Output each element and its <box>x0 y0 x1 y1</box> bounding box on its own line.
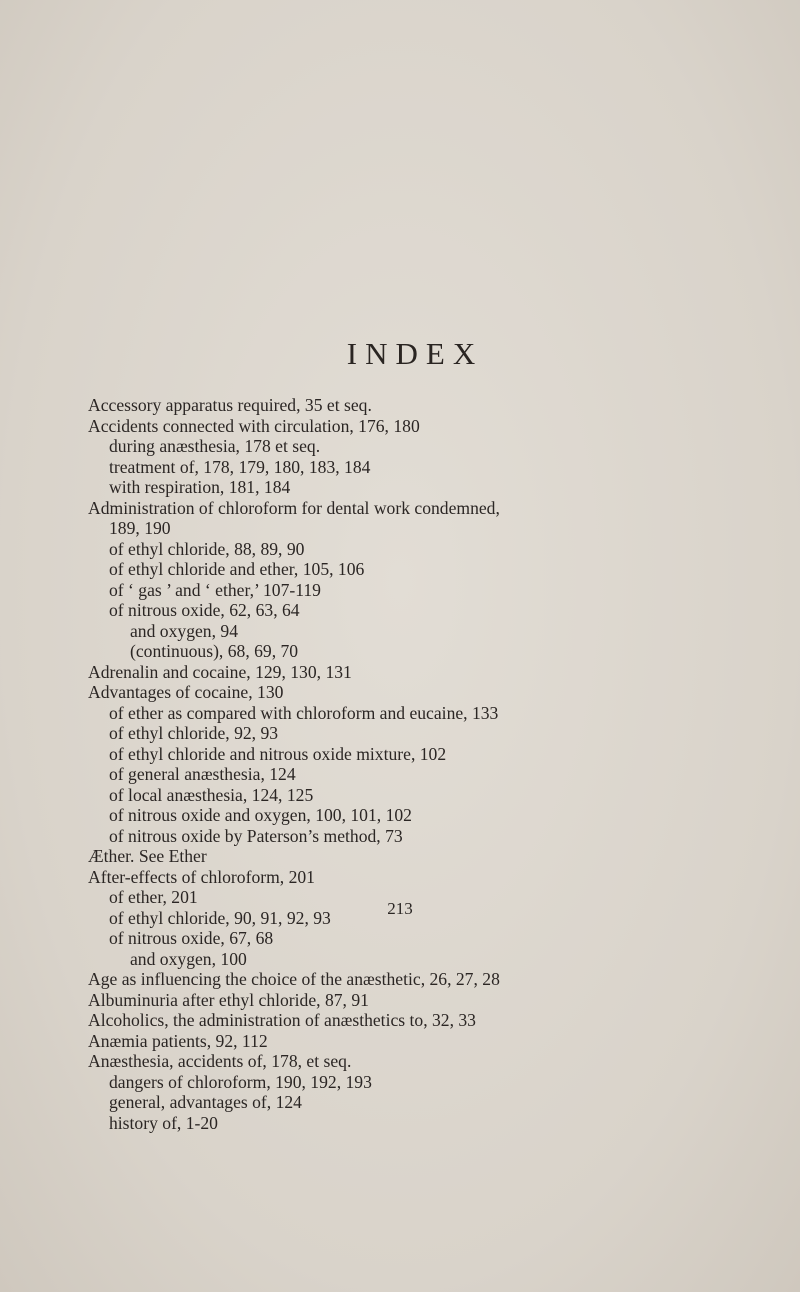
index-subentry: of ethyl chloride, 92, 93 <box>109 723 279 743</box>
index-subentry: during anæsthesia, 178 et seq. <box>109 436 321 456</box>
index-subentry: of ethyl chloride, 90, 91, 92, 93 <box>109 907 331 928</box>
index-subentry: general, advantages of, 124 <box>109 1092 302 1112</box>
index-subentry: dangers of chloroform, 190, 192, 193 <box>109 1071 372 1092</box>
index-entry: Accidents connected with circulation, 176, 180 <box>88 415 420 436</box>
index-entry: Æther. See Ether <box>88 846 207 866</box>
index-subentry: with respiration, 181, 184 <box>109 477 291 497</box>
index-subentry: history of, 1-20 <box>109 1112 218 1133</box>
index-subentry: of ‘ gas ’ and ‘ ether,’ 107-119 <box>109 579 321 600</box>
index-entries <box>88 395 794 1133</box>
index-entry: Adrenalin and cocaine, 129, 130, 131 <box>88 661 352 682</box>
index-entry: Anæsthesia, accidents of, 178, et seq. <box>88 1051 352 1071</box>
index-subentry: of ethyl chloride and nitrous oxide mixture, 102 <box>109 743 447 764</box>
index-entry: Age as influencing the choice of the anæsthetic, 26, 27, 28 <box>88 969 500 989</box>
page-number: 213 <box>387 899 413 918</box>
index-subentry: of ethyl chloride and ether, 105, 106 <box>109 559 365 579</box>
index-subentry: of nitrous oxide by Paterson’s method, 73 <box>109 825 403 846</box>
index-subentry: of local anæsthesia, 124, 125 <box>109 784 314 805</box>
index-subentry: treatment of, 178, 179, 180, 183, 184 <box>109 456 371 477</box>
index-subsubentry: and oxygen, 94 <box>130 620 238 641</box>
index-entry: Accessory apparatus required, 35 et seq. <box>88 395 372 415</box>
index-subentry: of nitrous oxide, 62, 63, 64 <box>109 600 300 620</box>
index-subsubentry: (continuous), 68, 69, 70 <box>130 641 299 661</box>
index-entry: Administration of chloroform for dental work condemned, <box>88 497 500 518</box>
index-entry: After-effects of chloroform, 201 <box>88 866 315 887</box>
index-entry: Advantages of cocaine, 130 <box>88 682 284 702</box>
index-subentry: of ether, 201 <box>109 887 198 907</box>
index-entry: Anæmia patients, 92, 112 <box>88 1030 268 1051</box>
index-subentry: of nitrous oxide and oxygen, 100, 101, 102 <box>109 805 412 825</box>
index-subsubentry: and oxygen, 100 <box>130 948 247 969</box>
index-entry: Albuminuria after ethyl chloride, 87, 91 <box>88 989 369 1010</box>
index-subentry: of nitrous oxide, 67, 68 <box>109 928 274 948</box>
index-heading: INDEX <box>346 336 484 371</box>
index-entry: Alcoholics, the administration of anæsthetics to, 32, 33 <box>88 1010 476 1030</box>
index-entry-continuation: 189, 190 <box>109 518 171 538</box>
index-subentry: of ether as compared with chloroform and eucaine, 133 <box>109 702 499 723</box>
index-subentry: of ethyl chloride, 88, 89, 90 <box>109 538 305 559</box>
index-subentry: of general anæsthesia, 124 <box>109 764 296 784</box>
